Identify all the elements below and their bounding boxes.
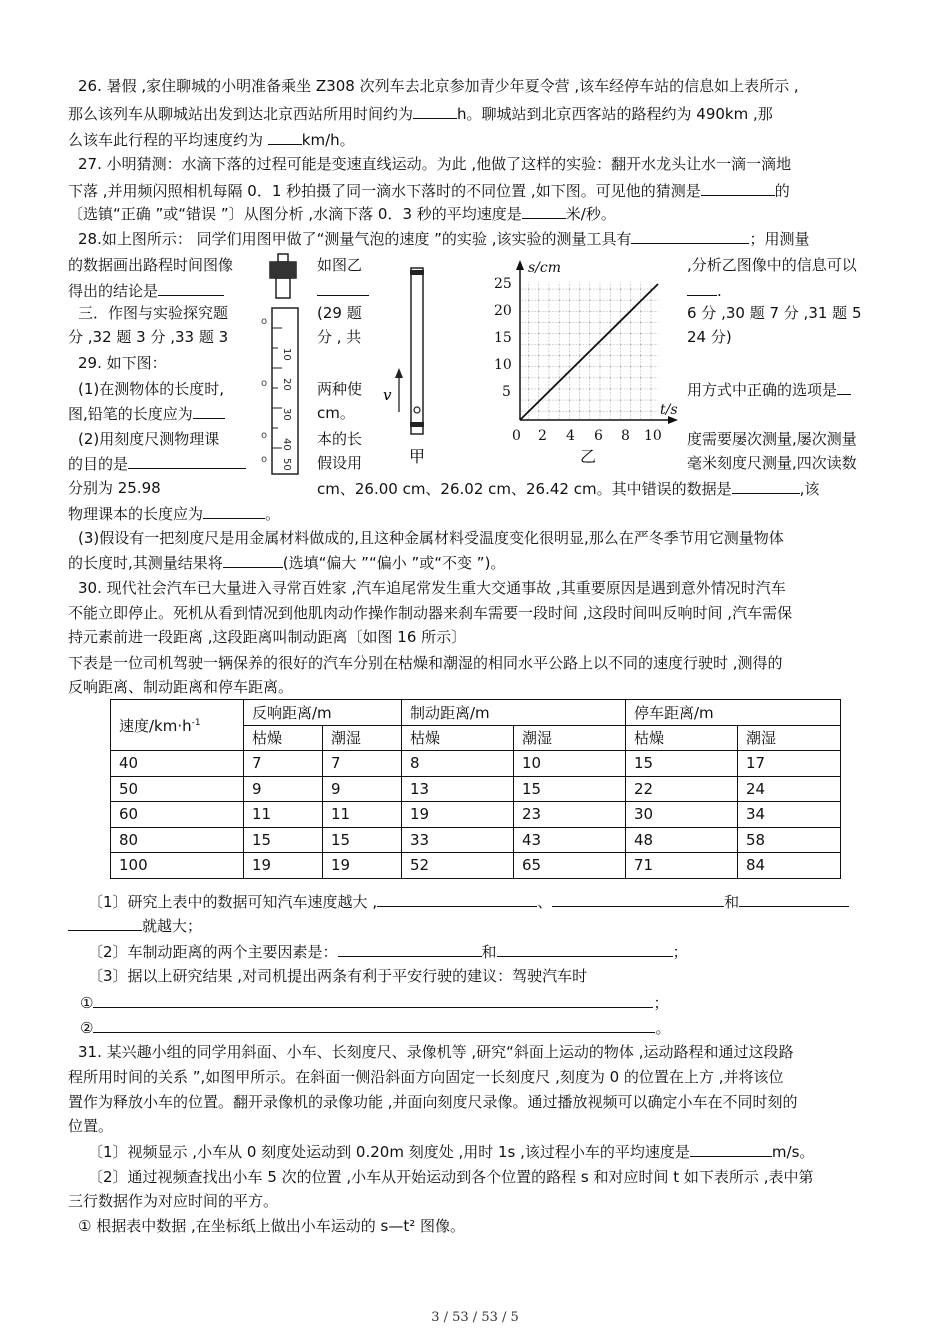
q30-s3-i: ① ； <box>80 991 668 1014</box>
q31-line3: 置作为释放小车的位置。翻开录像机的录像功能 ,并面向刻度尺录像。通过播放视频可以确定小车在不同时刻的 <box>68 1093 798 1111</box>
stopping-distance-table <box>110 699 841 879</box>
q30-s2: 〔2〕车制动距离的两个主要因素是： 和 ； <box>88 940 688 963</box>
sub-header: 潮湿 <box>738 725 841 751</box>
x-tick: 2 <box>538 428 547 444</box>
section3-mid1: (29 题 <box>317 304 362 322</box>
x-tick: 8 <box>621 428 630 444</box>
q30-line3: 持元素前进一段距离 ,这段距离叫制动距离〔如图 16 所示〕 <box>68 628 467 646</box>
svg-text:o: o <box>261 378 268 389</box>
answer-blank[interactable] <box>837 378 851 395</box>
table-row: 100 19 19 52 65 71 84 <box>111 853 841 879</box>
section3-right2: 24 分) <box>687 328 732 346</box>
q29-p2-line3: cm、26.00 cm、26.02 cm、26.42 cm。其中错误的数据是 ,该 <box>317 477 819 500</box>
answer-blank[interactable] <box>338 940 482 957</box>
answer-blank[interactable] <box>68 914 142 931</box>
ruler-figure <box>256 250 316 480</box>
answer-blank[interactable] <box>377 890 537 907</box>
answer-blank[interactable] <box>732 477 800 494</box>
answer-blank[interactable] <box>522 202 566 219</box>
ruler-mark: 10 <box>281 348 292 361</box>
q28-line2-right: ,分析乙图像中的信息可以 <box>687 256 857 274</box>
section3-left1: 三．作图与实验探究题 <box>78 304 229 322</box>
q29-p1-mid2: cm。 <box>317 404 355 422</box>
answer-blank[interactable] <box>631 227 749 244</box>
answer-blank[interactable] <box>413 102 457 119</box>
q30-s1: 〔1〕研究上表中的数据可知汽车速度越大 , 、 和 <box>88 890 849 913</box>
q30-line1: 30. 现代社会汽车已大量进入寻常百姓家 ,汽车追尾常发生重大交通事故 ,其重要原因是遇到意外情况时汽车 <box>78 579 786 597</box>
q26-line1: 26. 暑假 ,家住聊城的小明准备乘坐 Z308 次列车去北京参加青少年夏令营 ,该车经停车站的信息如上表所示 , <box>78 77 799 95</box>
table-row: 40 7 7 8 10 15 17 <box>111 751 841 777</box>
q31-s2: 〔2〕通过视频查找出小车 5 次的位置 ,小车从开始运动到各个位置的路程 s 和对应时间 t 如下表所示 ,表中第 <box>88 1168 814 1186</box>
answer-blank[interactable] <box>128 452 246 469</box>
x-tick: 6 <box>594 428 603 444</box>
tube-figure-jia <box>375 262 445 472</box>
q28-line2-mid: 如图乙 <box>317 256 363 274</box>
answer-blank[interactable] <box>268 128 302 145</box>
ruler-mark: 30 <box>281 408 292 421</box>
q30-s1-cont: 就越大； <box>68 914 202 937</box>
q29-p1-left: (1)在测物体的长度时, <box>78 380 225 398</box>
t-axis-label: t/s <box>660 402 678 418</box>
q27-line1: 27. 小明猜测：水滴下落的过程可能是变速直线运动。为此 ,他做了这样的实验：翻开水龙头让水一滴一滴地 <box>78 155 792 173</box>
st-graph-yi <box>488 256 688 476</box>
answer-blank[interactable] <box>552 890 724 907</box>
y-tick: 20 <box>494 303 512 319</box>
answer-blank[interactable] <box>739 890 849 907</box>
q26-line3: 么该车此行程的平均速度约为 km/h。 <box>68 128 355 151</box>
q28-line3-right: . <box>687 279 722 302</box>
q26-line2: 那么该列车从聊城站出发到达北京西站所用时间约为 h。聊城站到北京西客站的路程约为 490km ,那 <box>68 102 773 125</box>
q29-p2-right: 度需要屡次测量,屡次测量 <box>687 430 857 448</box>
x-tick: 10 <box>644 428 662 444</box>
q29-p1-right: 用方式中正确的选项是 <box>687 378 851 401</box>
q30-line4: 下表是一位司机驾驶一辆保养的很好的汽车分别在枯燥和潮湿的相同水平公路上以不同的速度行驶时 ,测得的 <box>68 654 783 672</box>
sub-header: 枯燥 <box>244 725 323 751</box>
ruler-mark: 40 <box>281 438 292 451</box>
q28-line3-mid <box>317 279 369 302</box>
q29-p2-mid: 本的长 <box>317 430 363 448</box>
speed-header: 速度$/km\cdot h^{-1}$ <box>111 700 244 751</box>
q29-p2-right2: 毫米刻度尺测量,四次读数 <box>687 454 857 472</box>
q28-line2-left: 的数据画出路程时间图像 <box>68 256 234 274</box>
q28-line3-left: 得出的结论是 <box>68 279 224 302</box>
y-tick: 5 <box>502 384 511 400</box>
q29-p1-left2: 图,铅笔的长度应为 <box>68 402 225 425</box>
answer-blank[interactable] <box>690 1140 772 1157</box>
q27-line2: 下落 ,并用频闪照相机每隔 0．1 秒拍摄了同一滴水下落时的不同位置 ,如下图。可见他的猜测是 的 <box>68 179 790 202</box>
x-tick: 4 <box>566 428 575 444</box>
answer-blank[interactable] <box>93 1016 655 1033</box>
group-header: 制动距离/m <box>402 700 626 726</box>
ruler-mark: 20 <box>281 378 292 391</box>
q30-s3: 〔3〕据以上研究结果 ,对司机提出两条有利于平安行驶的建议：驾驶汽车时 <box>88 967 588 985</box>
q27-line3: 〔选镇“正确 ”或“错误 ”〕从图分析 ,水滴下落 0．3 秒的平均速度是 米/秒。 <box>68 202 616 225</box>
table-row: 50 9 9 13 15 22 24 <box>111 776 841 802</box>
q29-p2-left2: 的目的是 <box>68 452 246 475</box>
q29-p3-line1: (3)假设有一把刻度尺是用金属材料做成的,且这种金属材料受温度变化很明显,那么在严冬季节用它测量物体 <box>78 529 784 547</box>
q31-s2-cont: 三行数据作为对应时间的平方。 <box>68 1192 279 1210</box>
q31-line1: 31. 某兴趣小组的同学用斜面、小车、长刻度尺、录像机等 ,研究“斜面上运动的物体 ,运动路程和通过这段路 <box>78 1043 794 1061</box>
q30-line2: 不能立即停止。死机从看到情况到他肌肉动作操作制动器来刹车需要一段时间 ,这段时间叫反响时间 ,汽车需保 <box>68 604 793 622</box>
answer-blank[interactable] <box>317 279 369 296</box>
sub-header: 潮湿 <box>323 725 402 751</box>
answer-blank[interactable] <box>93 991 653 1008</box>
answer-blank[interactable] <box>701 179 775 196</box>
q29-p1-mid: 两种使 <box>317 380 363 398</box>
y-tick: 25 <box>494 276 512 292</box>
q30-s3-ii: ② 。 <box>80 1016 670 1039</box>
q29-p2-left: (2)用刻度尺测物理课 <box>78 430 220 448</box>
bubble-icon <box>414 407 420 413</box>
table-row: 80 15 15 33 43 48 58 <box>111 827 841 853</box>
y-tick: 15 <box>494 330 512 346</box>
x-tick: 0 <box>512 428 521 444</box>
section3-left2: 分 ,32 题 3 分 ,33 题 3 <box>68 328 229 346</box>
q31-s1: 〔1〕视频显示 ,小车从 0 刻度处运动到 0.20m 刻度处 ,用时 1s ,该过程小车的平均速度是 m/s。 <box>88 1140 814 1163</box>
jia-label: 甲 <box>409 447 426 466</box>
q29-title: 29. 如下图： <box>78 354 167 372</box>
svg-text:o: o <box>261 316 268 327</box>
sub-header: 枯燥 <box>402 725 514 751</box>
section3-right1: 6 分 ,30 题 7 分 ,31 题 5 <box>687 304 862 322</box>
group-header: 停车距离/m <box>626 700 841 726</box>
answer-blank[interactable] <box>223 551 283 568</box>
sub-header: 潮湿 <box>514 725 626 751</box>
svg-text:o: o <box>261 430 268 441</box>
q31-line4: 位置。 <box>68 1117 114 1135</box>
q31-line2: 程所用时间的关系 ”,如图甲所示。在斜面一侧沿斜面方向固定一长刻度尺 ,刻度为 0 的位置在上方 ,并将该位 <box>68 1068 784 1086</box>
sub-header: 枯燥 <box>626 725 738 751</box>
section3-mid2: 分 , 共 <box>317 328 362 346</box>
q28-line1: 28.如上图所示： 同学们用图甲做了“测量气泡的速度 ”的实验 ,该实验的测量工具有 ；用测量 <box>78 227 810 250</box>
v-label: v <box>383 386 392 404</box>
group-header: 反响距离/m <box>244 700 402 726</box>
yi-label: 乙 <box>580 447 597 466</box>
answer-blank[interactable] <box>158 279 224 296</box>
answer-blank[interactable] <box>687 279 717 296</box>
answer-blank[interactable] <box>203 502 265 519</box>
svg-text:o: o <box>261 454 268 465</box>
q29-p2-mid2: 假设用 <box>317 454 363 472</box>
ruler-mark: 50 <box>281 458 292 471</box>
answer-blank[interactable] <box>497 940 673 957</box>
q29-p3-line2: 的长度时,其测量结果将 (选填“偏大 ”“偏小 ”或“不变 ”)。 <box>68 551 505 574</box>
q31-s3: ① 根据表中数据 ,在坐标纸上做出小车运动的 s—t² 图像。 <box>78 1217 465 1235</box>
page-number: 3 / 53 / 53 / 5 <box>431 1310 519 1325</box>
answer-blank[interactable] <box>193 402 225 419</box>
q29-p2-line4: 物理课本的长度应为 。 <box>68 502 280 525</box>
q29-p2-left3: 分别为 25.98 <box>68 479 161 497</box>
y-tick: 10 <box>494 357 512 373</box>
q30-line5: 反响距离、制动距离和停车距离。 <box>68 678 294 696</box>
table-row: 60 11 11 19 23 30 34 <box>111 802 841 828</box>
s-axis-label: s/cm <box>528 260 562 276</box>
